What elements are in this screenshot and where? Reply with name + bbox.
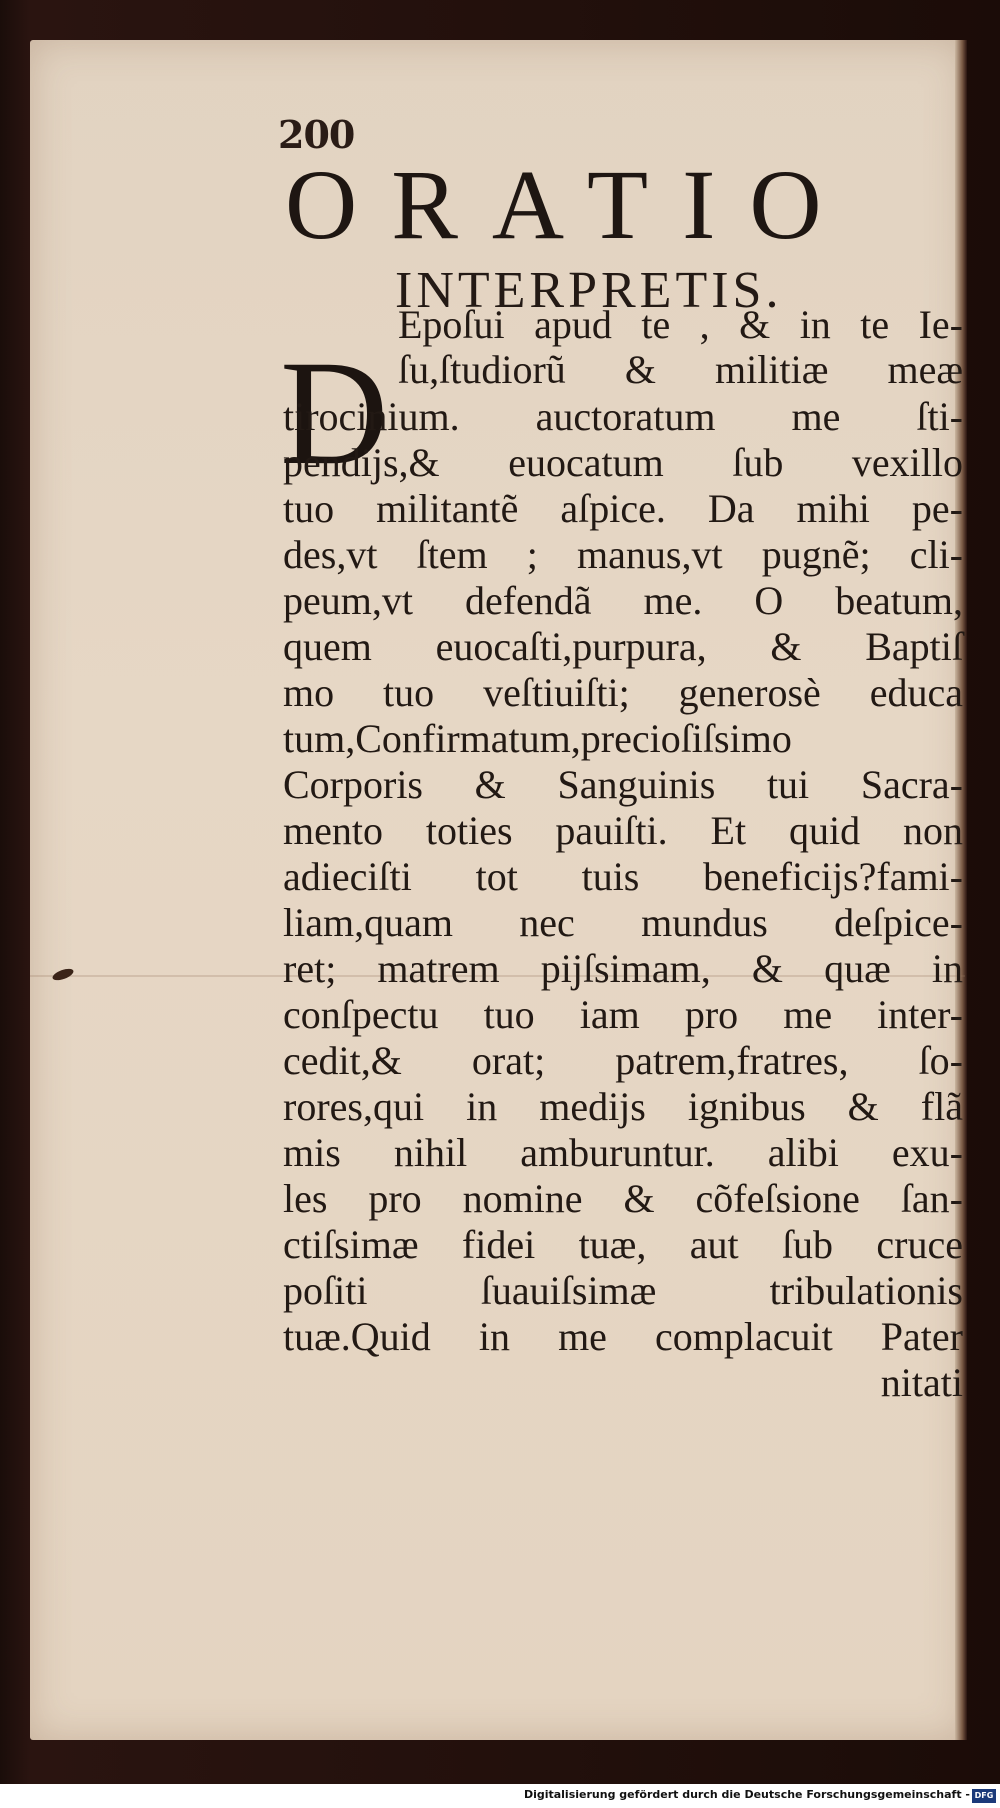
footer-credit: Digitalisierung gefördert durch die Deutsche Forschungsgemeinschaft - <box>523 1788 970 1801</box>
text-line: ctiſsimæ fidei tuæ, aut ſub cruce <box>283 1222 963 1267</box>
text-line: cedit,& orat; patrem,fratres, ſo- <box>283 1038 963 1083</box>
text-line: mo tuo veſtiuiſti; generosè educa <box>283 670 963 715</box>
text-line: pendijs,& euocatum ſub vexillo <box>283 440 963 485</box>
text-line: ſu,ſtudiorũ & militiæ meæ <box>398 347 963 392</box>
text-line: liam,quam nec mundus deſpice- <box>283 900 963 945</box>
text-line: adieciſti tot tuis beneficijs?fami- <box>283 854 963 899</box>
text-line: rores,qui in medijs ignibus & flã <box>283 1084 963 1129</box>
text-line: mis nihil amburuntur. alibi exu- <box>283 1130 963 1175</box>
text-line: tirocinium. auctoratum me ſti- <box>283 394 963 439</box>
page-number: 200 <box>278 112 355 157</box>
text-line: mento toties pauiſti. Et quid non <box>283 808 963 853</box>
page-subtitle: INTERPRETIS. <box>395 262 783 319</box>
digitization-footer <box>0 1784 1000 1808</box>
text-line: peum,vt defendã me. O beatum, <box>283 578 963 623</box>
page-title: ORATIO <box>285 149 856 260</box>
text-line: des,vt ſtem ; manus,vt pugnẽ; cli- <box>283 532 963 577</box>
text-line: ret; matrem pijſsimam, & quæ in <box>283 946 963 991</box>
text-line: tuæ.Quid in me complacuit Pater <box>283 1314 963 1359</box>
text-line: tuo militantẽ aſpice. Da mihi pe- <box>283 486 963 531</box>
text-line: quem euocaſti,purpura, & Baptiſ <box>283 624 963 669</box>
text-line: conſpectu tuo iam pro me inter- <box>283 992 963 1037</box>
dfg-logo: DFG <box>972 1789 996 1803</box>
drop-cap-initial: D <box>280 330 389 496</box>
text-line: Epoſui apud te , & in te Ie- <box>398 302 963 347</box>
text-line: poſiti ſuauiſsimæ tribulationis <box>283 1268 963 1313</box>
text-line: tum,Confirmatum,precioſiſsimo <box>283 716 792 761</box>
catchword: nitati <box>880 1360 963 1405</box>
text-line: Corporis & Sanguinis tui Sacra- <box>283 762 963 807</box>
text-line: les pro nomine & cõfeſsione ſan- <box>283 1176 963 1221</box>
